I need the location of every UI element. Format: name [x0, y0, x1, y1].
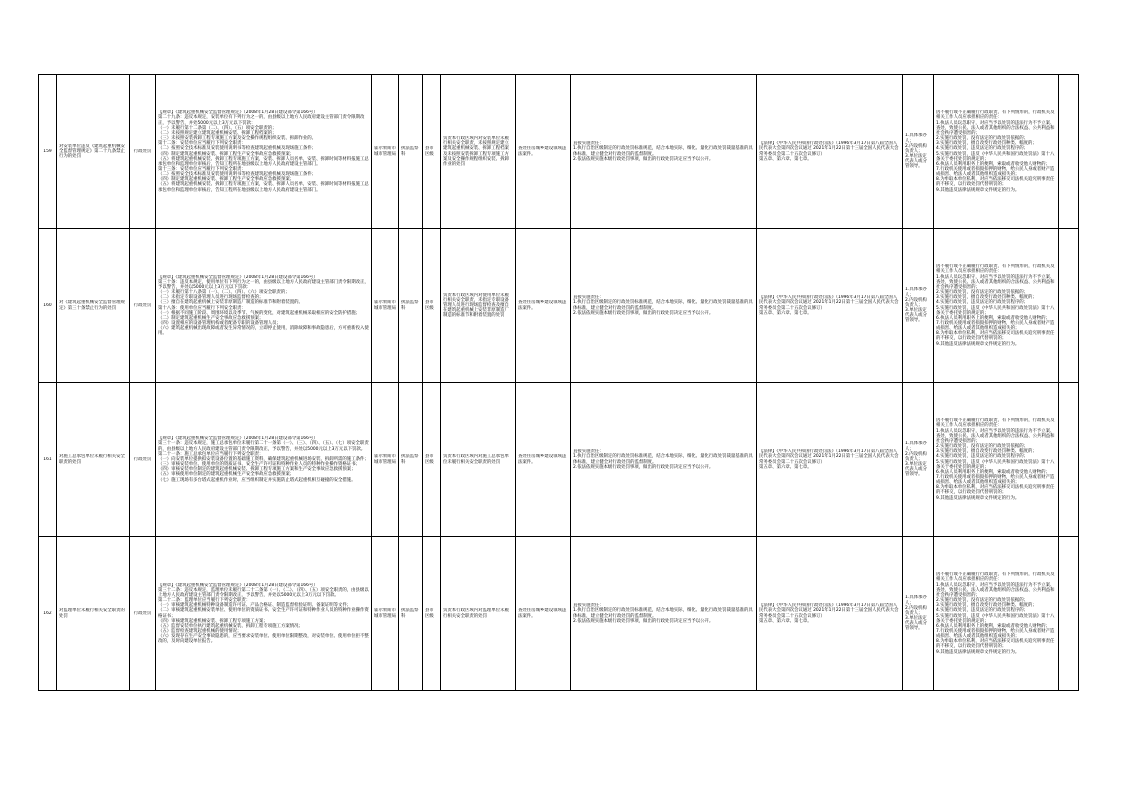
- legal-reference-line: 【法律】《中华人民共和国行政处罚法》（1996年3月17日第八届全国人民代表大会第四次会议通过 2021年1月22日第十三届全国人民代表大会常务委员会第二十五次会议修订）: [759, 449, 899, 465]
- accountability-line: 2.实施行政处罚，没有法定的行政处罚依据的；: [936, 136, 1029, 142]
- remarks-cell: [1059, 537, 1079, 691]
- legal-basis-line: 第三十条：违反本规定，使用单位有下列行为之一的，由县级以上地方人民政府建设主管部门责令限期改正，予以警告，并处以5000元以上3万元以下罚款：: [158, 279, 369, 290]
- department-cell: [372, 229, 399, 383]
- remarks-cell: [1059, 229, 1079, 383]
- remarks-cell: [1059, 75, 1079, 229]
- row-number-cell: [39, 537, 57, 691]
- agency-text: 执法监察科: [401, 146, 419, 157]
- agency-cell: [399, 383, 423, 537]
- direct-duty-line: 2.依法依规实施本级行政处罚事项，做出的行政处罚决定应当予以公开。: [573, 464, 714, 470]
- legal-basis-line: （五）将建筑起重机械安装、拆卸工程专项施工方案，安装、拆卸人员名单，安装、拆卸时间等材料报施工总承包单位和监理单位审核后，告知工程所在地县级以上地方人民政府建设主管部门。: [158, 156, 369, 167]
- accountability-line: 4.实施行政处罚，违反法定的行政处罚程序的；: [936, 300, 1029, 306]
- responsibility-text: 负责本行政区域内对安装单位未履行相关安全职责，未按照规定建立建筑起重机械安装、拆卸工程档案及未按照安装拆卸工程专项施工方案及安全操作规程组织安装、拆卸作业的处罚: [443, 136, 509, 167]
- row-number-cell: [39, 383, 57, 537]
- accountability-cell: [934, 229, 1059, 383]
- responsible-subject-cell: [903, 383, 934, 537]
- accountability-line: 因不履行或不正确履行行政职责，有下列情形的，行政机关及相关工作人员应承担相应的责任：: [936, 572, 1055, 583]
- responsibility-cell: [441, 75, 516, 229]
- accountability-line: 3.实施行政处罚，擅自改变行政处罚种类、幅度的；: [936, 603, 1037, 609]
- accountability-line: 9.其他违反法律法规规章文件规定的行为。: [936, 341, 1020, 347]
- item-type-cell: [130, 537, 156, 691]
- legal-basis-line: 【规章】《建筑起重机械安全监督管理规定》（2008年1月28日建设部令第166号）: [158, 274, 318, 280]
- responsible-subject-line: 3.单位法定代表人或分管领导。: [905, 462, 927, 478]
- legal-basis-line: 第十八条：使用单位应当履行下列安全职责：: [158, 305, 246, 311]
- legal-basis-line: （五）审核使用单位制定的建筑起重机械生产安全事故应急救援预案；: [158, 472, 295, 478]
- responsible-subject-cell: [903, 537, 934, 691]
- direct-duty-line: 1.执行自治区级制定的行政处罚标准规范，结合本地实际，细化、量化行政处罚裁量基准的具体标准，建立健全对行政处罚的监督制度。: [573, 146, 753, 157]
- responsible-subject-line: 2.内设机构负责人；: [905, 605, 927, 616]
- department-text: 霍尔果斯市城市管理局: [374, 300, 396, 311]
- accountability-line: 7.行政机关使用或者损毁扣押的财物，给公民人身或者财产造成损害、给法人或者其他组织造成损失的；: [936, 166, 1055, 178]
- responsible-subject-cell: [903, 75, 934, 229]
- legal-basis-line: （四）制定建筑起重机械安装、拆卸工程生产安全事故应急救援预案；: [158, 151, 295, 157]
- legal-basis-line: （三）未按照安装拆卸工程专项施工方案及安全操作规程组织安装、拆卸作业的。: [158, 136, 317, 142]
- item-name-text: 对施工总承包单位未履行相关安全职责的处罚: [59, 454, 125, 465]
- legal-basis-cell: [156, 383, 372, 537]
- accountability-line: 5.实施行政处罚，违反《中华人民共和国行政处罚法》第十八条关于委托处罚的规定的；: [936, 459, 1055, 470]
- department-text: 霍尔果斯市城市管理局: [374, 454, 396, 465]
- legal-basis-line: （四）制定建筑起重机械安装、拆卸工程生产安全事故应急救援预案；: [158, 177, 295, 183]
- division-cell: [516, 537, 571, 691]
- direct-duty-line: 1.执行自治区级制定的行政处罚标准规范，结合本地实际，细化、量化行政处罚裁量基准的具体标准，建立健全对行政处罚的监督制度。: [573, 608, 753, 619]
- agency-cell: [399, 75, 423, 229]
- row-number-text: 159: [43, 148, 52, 154]
- item-type-text: 行政处罚: [133, 610, 152, 616]
- division-cell: [516, 383, 571, 537]
- division-cell: [516, 75, 571, 229]
- agency-text: 执法监察科: [401, 300, 419, 311]
- legal-reference-cell: [757, 75, 903, 229]
- accountability-line: 1.执法人员玩忽职守，对应当予以处罚的违法行为不予立案、查处，致使公民、法人或者其他组织的合法权益、公共利益和社会秩序遭受损害的；: [936, 428, 1055, 444]
- responsibility-text: 负责本行政区域内对施工总承包单位未履行相关安全职责的处罚: [443, 454, 509, 465]
- level-cell: [423, 229, 441, 383]
- accountability-cell: [934, 383, 1059, 537]
- item-name-text: 对安装单位违反《建筑起重机械安全监督管理规定》第二十九条禁止行为的处罚: [59, 143, 125, 160]
- level-cell: [423, 537, 441, 691]
- table-row: [39, 75, 1079, 229]
- accountability-line: 4.实施行政处罚，违反法定的行政处罚程序的；: [936, 608, 1029, 614]
- item-name-cell: [57, 383, 130, 537]
- accountability-line: 2.实施行政处罚，没有法定的行政处罚依据的；: [936, 444, 1029, 450]
- responsible-subject-cell: [903, 229, 934, 383]
- legal-reference-cell: [757, 537, 903, 691]
- item-type-cell: [130, 75, 156, 229]
- responsibility-cell: [441, 229, 516, 383]
- legal-reference-line: 第五章、第六章、第七章。: [759, 618, 812, 624]
- responsible-subject-line: 3.单位法定代表人或分管领导。: [905, 154, 927, 170]
- direct-duty-line: 直接实施责任：: [573, 141, 604, 147]
- accountability-line: 9.其他违反法律法规规章文件规定的行为。: [936, 649, 1020, 655]
- legal-basis-line: （一）根据不同施工阶段、周围环境以及季节、气候的变化，对建筑起重机械采取相应的安全防护措施；: [158, 310, 360, 316]
- accountability-line: 因不履行或不正确履行行政职责，有下列情形的，行政机关及相关工作人员应承担相应的责任：: [936, 110, 1055, 121]
- legal-basis-line: （七）施工现场有多台塔式起重机作业时，应当组织制定并实施防止塔式起重机相互碰撞的安全措施。: [158, 477, 356, 483]
- direct-duty-line: 直接实施责任：: [573, 295, 604, 301]
- table-body: [39, 75, 1079, 691]
- accountability-line: 9.其他违反法律法规规章文件规定的行为。: [936, 495, 1020, 501]
- responsible-subject-line: 1.具体承办人；: [905, 595, 927, 606]
- accountability-line: 4.实施行政处罚，违反法定的行政处罚程序的；: [936, 146, 1029, 152]
- accountability-line: 6.执法人员利用职务上的便利，索取或者收受他人财物的；: [936, 315, 1050, 321]
- accountability-line: 8.为牟取本单位私利，对应当依法移交司法机关追究刑事责任的不移交，以行政处罚代替刑罚的；: [936, 177, 1055, 188]
- agency-text: 执法监察科: [401, 454, 419, 465]
- legal-reference-line: 第五章、第六章、第七章。: [759, 310, 812, 316]
- legal-reference-line: 【法律】《中华人民共和国行政处罚法》（1996年3月17日第八届全国人民代表大会第四次会议通过 2021年1月22日第十三届全国人民代表大会常务委员会第二十五次会议修订）: [759, 295, 899, 311]
- accountability-line: 2.实施行政处罚，没有法定的行政处罚依据的；: [936, 290, 1029, 296]
- legal-basis-line: （一）未履行第十二条第（二）、（四）、（五）项安全职责的；: [158, 125, 277, 131]
- accountability-line: 1.执法人员玩忽职守，对应当予以处罚的违法行为不予立案、查处，致使公民、法人或者其他组织的合法权益、公共利益和社会秩序遭受损害的；: [936, 120, 1055, 136]
- legal-basis-line: （四）审核建筑起重机械安装、拆卸工程专项施工方案；: [158, 618, 268, 624]
- accountability-line: 5.实施行政处罚，违反《中华人民共和国行政处罚法》第十八条关于委托处罚的规定的；: [936, 151, 1055, 162]
- table-row: [39, 229, 1079, 383]
- item-name-cell: [57, 537, 130, 691]
- responsibility-cell: [441, 383, 516, 537]
- legal-basis-line: （五）将建筑起重机械安装、拆卸工程专项施工方案，安装、拆卸人员名单，安装、拆卸时间等材料报施工总承包单位和监理单位审核后，告知工程所在地县级以上地方人民政府建设主管部门。: [158, 182, 369, 193]
- department-cell: [372, 383, 399, 537]
- direct-duty-cell: [571, 75, 757, 229]
- accountability-line: 7.行政机关使用或者损毁扣押的财物，给公民人身或者财产造成损害、给法人或者其他组织造成损失的；: [936, 320, 1055, 332]
- responsible-subject-line: 3.单位法定代表人或分管领导。: [905, 616, 927, 632]
- agency-cell: [399, 229, 423, 383]
- department-text: 霍尔果斯市城市管理局: [374, 146, 396, 157]
- legal-basis-line: （二）按照安全技术标准及安装使用说明书等检查建筑起重机械及现场施工条件；: [158, 146, 317, 152]
- item-type-text: 行政处罚: [133, 456, 152, 462]
- department-cell: [372, 537, 399, 691]
- direct-duty-line: 2.依法依规实施本级行政处罚事项，做出的行政处罚决定应当予以公开。: [573, 310, 714, 316]
- level-text: 县市区级: [425, 146, 434, 157]
- legal-basis-line: （一）未履行第十八条第（一）、（二）、（四）、（六）项安全职责的；: [158, 290, 290, 296]
- row-number-cell: [39, 229, 57, 383]
- item-type-cell: [130, 229, 156, 383]
- accountability-line: 9.其他违反法律法规规章文件规定的行为。: [936, 187, 1020, 193]
- legal-basis-line: （二）审核建筑起重机械安装单位、使用单位的资质证书、安全生产许可证和特种作业人员的特种作业操作资格证书；: [158, 608, 369, 619]
- legal-basis-line: 第十三条：安装单位应当履行下列安全职责：: [158, 166, 246, 172]
- level-text: 县市区级: [425, 454, 434, 465]
- legal-basis-line: 第三十二条：违反本规定，监理单位未履行第二十二条第（一）、（二）、（四）、（五）项安全职责的，由县级以上地方人民政府建设主管部门责令限期改正，予以警告，并处以5000元以上3万元以下罚款。: [158, 587, 369, 598]
- accountability-line: 3.实施行政处罚，擅自改变行政处罚种类、幅度的；: [936, 295, 1037, 301]
- legal-basis-line: 第三十一条：违反本规定，施工总承包单位未履行第二十一条第（一）、（三）、（四）、（五）、（七）项安全职责的，由县级以上地方人民政府建设主管部门责令限期改正，予以警告，并处以5000元以上3万元以下罚款。: [158, 441, 369, 452]
- agency-text: 执法监察科: [401, 608, 419, 619]
- accountability-line: 7.行政机关使用或者损毁扣押的财物，给公民人身或者财产造成损害、给法人或者其他组织造成损失的；: [936, 474, 1055, 486]
- legal-basis-line: （四）审核安装单位制定的建筑起重机械安装、拆卸工程专项施工方案和生产安全事故应急救援预案；: [158, 467, 356, 473]
- legal-basis-line: （五）监督安装单位执行建筑起重机械安装、拆卸工程专项施工方案情况；: [158, 623, 303, 629]
- accountability-line: 因不履行或不正确履行行政职责，有下列情形的，行政机关及相关工作人员应承担相应的责任：: [936, 418, 1055, 429]
- row-number-text: 162: [43, 610, 52, 616]
- accountability-cell: [934, 537, 1059, 691]
- department-cell: [372, 75, 399, 229]
- legal-basis-line: 【规章】《建筑起重机械安全监督管理规定》（2008年1月28日建设部令第166号）: [158, 110, 318, 116]
- level-cell: [423, 383, 441, 537]
- row-number-text: 160: [43, 302, 52, 308]
- legal-reference-line: 第五章、第六章、第七章。: [759, 464, 812, 470]
- document-page: [38, 74, 1078, 690]
- accountability-line: 2.实施行政处罚，没有法定的行政处罚依据的；: [936, 598, 1029, 604]
- legal-reference-cell: [757, 383, 903, 537]
- legal-basis-line: （四）设置相应的设备管理机构或者配备专职的设备管理人员；: [158, 320, 281, 326]
- item-type-text: 行政处罚: [133, 302, 152, 308]
- table-row: [39, 537, 1079, 691]
- legal-basis-line: （三）擅自在建筑起重机械上安装非原制造厂制造的标准节和附着装置的。: [158, 300, 303, 306]
- direct-duty-line: 2.依法依规实施本级行政处罚事项，做出的行政处罚决定应当予以公开。: [573, 156, 714, 162]
- legal-basis-line: （一）审核建筑起重机械特种设备制造许可证、产品合格证、制造监督检验证明、备案证明等文件；: [158, 603, 352, 609]
- accountability-line: 1.执法人员玩忽职守，对应当予以处罚的违法行为不予立案、查处，致使公民、法人或者其他组织的合法权益、公共利益和社会秩序遭受损害的；: [936, 582, 1055, 598]
- legal-reference-line: 第五章、第六章、第七章。: [759, 156, 812, 162]
- accountability-line: 8.为牟取本单位私利，对应当依法移交司法机关追究刑事责任的不移交，以行政处罚代替刑罚的；: [936, 639, 1055, 650]
- responsible-subject-line: 3.单位法定代表人或分管领导。: [905, 308, 927, 324]
- direct-duty-line: 直接实施责任：: [573, 449, 604, 455]
- accountability-line: 4.实施行政处罚，违反法定的行政处罚程序的；: [936, 454, 1029, 460]
- responsible-subject-line: 1.具体承办人；: [905, 133, 927, 144]
- level-text: 县市区级: [425, 608, 434, 619]
- accountability-line: 1.执法人员玩忽职守，对应当予以处罚的违法行为不予立案、查处，致使公民、法人或者其他组织的合法权益、公共利益和社会秩序遭受损害的；: [936, 274, 1055, 290]
- legal-basis-line: （五）监督检查建筑起重机械的使用情况；: [158, 628, 242, 634]
- accountability-line: 7.行政机关使用或者损毁扣押的财物，给公民人身或者财产造成损害、给法人或者其他组织造成损失的；: [936, 628, 1055, 640]
- division-text: 查处住房城乡建设领域违法案件。: [518, 454, 567, 465]
- direct-duty-cell: [571, 229, 757, 383]
- legal-basis-line: 第二十一条：施工总承包单位应当履行下列安全职责：: [158, 451, 264, 457]
- responsibility-text: 负责本行政区域内对使用单位未履行相关安全职责，未指定专职设备管理人员进行现场监督检查及擅自在建筑起重机械上安装非原制造厂制造的标准节和附着装置的处罚: [443, 292, 509, 319]
- division-text: 查处住房城乡建设领域违法案件。: [518, 146, 567, 157]
- legal-basis-line: 【规章】《建筑起重机械安全监督管理规定》（2008年1月28日建设部令第166号）: [158, 436, 318, 442]
- responsible-subject-line: 2.内设机构负责人；: [905, 297, 927, 308]
- direct-duty-cell: [571, 383, 757, 537]
- legal-basis-line: （二）未按照规定建立建筑起重机械安装、拆卸工程档案的；: [158, 130, 277, 136]
- department-text: 霍尔果斯市城市管理局: [374, 608, 396, 619]
- legal-basis-cell: [156, 537, 372, 691]
- accountability-line: 6.执法人员利用职务上的便利，索取或者收受他人财物的；: [936, 623, 1050, 629]
- responsibility-cell: [441, 537, 516, 691]
- division-text: 查处住房城乡建设领域违法案件。: [518, 608, 567, 619]
- responsible-subject-line: 2.内设机构负责人；: [905, 143, 927, 154]
- accountability-line: 8.为牟取本单位私利，对应当依法移交司法机关追究刑事责任的不移交，以行政处罚代替刑罚的；: [936, 485, 1055, 496]
- division-cell: [516, 229, 571, 383]
- item-name-cell: [57, 75, 130, 229]
- legal-basis-line: 第十二条：安装单位应当履行下列安全职责：: [158, 141, 246, 147]
- responsible-subject-line: 1.具体承办人；: [905, 287, 927, 298]
- legal-reference-cell: [757, 229, 903, 383]
- direct-duty-line: 直接实施责任：: [573, 603, 604, 609]
- accountability-line: 6.执法人员利用职务上的便利，索取或者收受他人财物的；: [936, 469, 1050, 475]
- responsible-subject-line: 2.内设机构负责人；: [905, 451, 927, 462]
- legal-reference-line: 【法律】《中华人民共和国行政处罚法》（1996年3月17日第八届全国人民代表大会第四次会议通过 2021年1月22日第十三届全国人民代表大会常务委员会第二十五次会议修订）: [759, 141, 899, 157]
- agency-cell: [399, 537, 423, 691]
- legal-basis-line: 【规章】《建筑起重机械安全监督管理规定》（2008年1月28日建设部令第166号）: [158, 582, 318, 588]
- accountability-line: 6.执法人员利用职务上的便利，索取或者收受他人财物的；: [936, 161, 1050, 167]
- division-text: 查处住房城乡建设领域违法案件。: [518, 300, 567, 311]
- accountability-line: 5.实施行政处罚，违反《中华人民共和国行政处罚法》第十八条关于委托处罚的规定的；: [936, 305, 1055, 316]
- legal-basis-cell: [156, 75, 372, 229]
- legal-basis-line: 第二十九条：违反本规定，安装单位有下列行为之一的，由县级以上地方人民政府建设主管部门责令限期改正，予以警告，并处5000元以上3万元以下罚款：: [158, 115, 365, 126]
- item-type-cell: [130, 383, 156, 537]
- legal-basis-line: （二）未指定专职设备管理人员进行现场监督检查的；: [158, 295, 264, 301]
- direct-duty-line: 1.执行自治区级制定的行政处罚标准规范，结合本地实际，细化、量化行政处罚裁量基准的具体标准，建立健全对行政处罚的监督制度。: [573, 300, 753, 311]
- legal-basis-line: （三）审核安装单位、使用单位的资质证书、安全生产许可证和特种作业人员的特种作业操作资格证书；: [158, 462, 360, 468]
- item-type-text: 行政处罚: [133, 148, 152, 154]
- responsibility-text: 负责本行政区域内对监理单位未履行相关安全职责的处罚: [443, 608, 509, 619]
- item-name-text: 对《建筑起重机械安全监督管理规定》第三十条禁止行为的处罚: [59, 300, 125, 311]
- legal-basis-line: （六）建筑起重机械出现故障或者发生异常情况的，立即停止使用，消除故障和事故隐患后，方可重新投入使用。: [158, 326, 369, 337]
- item-name-cell: [57, 229, 130, 383]
- level-cell: [423, 75, 441, 229]
- direct-duty-line: 1.执行自治区级制定的行政处罚标准规范，结合本地实际，细化、量化行政处罚裁量基准的具体标准，建立健全对行政处罚的监督制度。: [573, 454, 753, 465]
- accountability-line: 3.实施行政处罚，擅自改变行政处罚种类、幅度的；: [936, 141, 1037, 147]
- legal-basis-line: （六）发现存在生产安全事故隐患的，应当要求安装单位、使用单位限期整改，对安装单位、使用单位拒不整改的，及时向建设单位报告。: [158, 634, 369, 645]
- direct-duty-line: 2.依法依规实施本级行政处罚事项，做出的行政处罚决定应当予以公开。: [573, 618, 714, 624]
- responsibility-table: [38, 74, 1079, 691]
- legal-reference-line: 【法律】《中华人民共和国行政处罚法》（1996年3月17日第八届全国人民代表大会第四次会议通过 2021年1月22日第十三届全国人民代表大会常务委员会第二十五次会议修订）: [759, 603, 899, 619]
- direct-duty-cell: [571, 537, 757, 691]
- remarks-cell: [1059, 383, 1079, 537]
- legal-basis-line: （一）向安装单位提供拟安装设备位置的基础施工资料，确保建筑起重机械进场安装、拆卸所需的施工条件；: [158, 456, 369, 462]
- row-number-cell: [39, 75, 57, 229]
- accountability-line: 因不履行或不正确履行行政职责，有下列情形的，行政机关及相关工作人员应承担相应的责任：: [936, 264, 1055, 275]
- accountability-line: 8.为牟取本单位私利，对应当依法移交司法机关追究刑事责任的不移交，以行政处罚代替刑罚的；: [936, 331, 1055, 342]
- row-number-text: 161: [43, 456, 52, 462]
- item-name-text: 对监理单位未履行相关安全职责的处罚: [59, 608, 125, 619]
- accountability-line: 5.实施行政处罚，违反《中华人民共和国行政处罚法》第十八条关于委托处罚的规定的；: [936, 613, 1055, 624]
- level-text: 县市区级: [425, 300, 434, 311]
- legal-basis-line: （二）制定建筑起重机械生产安全事故应急救援预案；: [158, 315, 264, 321]
- accountability-cell: [934, 75, 1059, 229]
- legal-basis-line: （二）按照安全技术标准及安装使用说明书等检查建筑起重机械及现场施工条件；: [158, 172, 317, 178]
- legal-basis-line: 第二十二条：监理单位应当履行下列安全职责：: [158, 598, 251, 604]
- responsible-subject-line: 1.具体承办人；: [905, 441, 927, 452]
- table-row: [39, 383, 1079, 537]
- accountability-line: 3.实施行政处罚，擅自改变行政处罚种类、幅度的；: [936, 449, 1037, 455]
- legal-basis-cell: [156, 229, 372, 383]
